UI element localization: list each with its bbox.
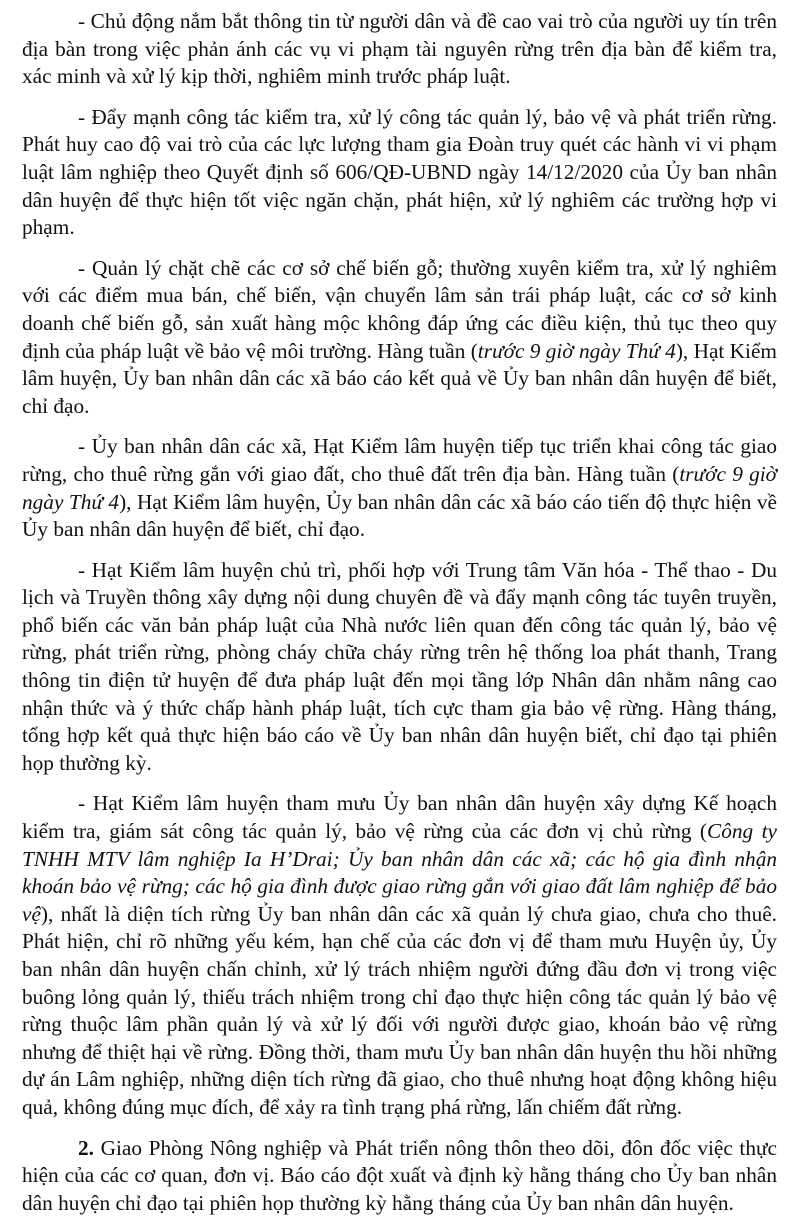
numbered-paragraph — [22, 1135, 777, 1217]
paragraph — [22, 557, 777, 778]
paragraph-text: - Ủy ban nhân dân các xã, Hạt Kiểm lâm huyện tiếp tục triển khai công tác giao rừng, cho thuê rừng gắn với giao đất, cho thuê đất trên địa bàn. Hàng tuần ( — [22, 434, 777, 486]
paragraph-text: - Hạt Kiểm lâm huyện chủ trì, phối hợp với Trung tâm Văn hóa - Thể thao - Du lịch và Truyền thông xây dựng nội dung chuyên đề và đẩy mạnh công tác tuyên truyền, phổ biến các văn bản pháp luật của Nhà nước liên quan đến công tác quản lý, bảo vệ rừng, phát triển rừng, phòng cháy chữa cháy rừng trên hệ thống loa phát thanh, Trang thông tin điện tử huyện để đưa pháp luật đến mọi tầng lớp Nhân dân nhằm nâng cao nhận thức và ý thức chấp hành pháp luật, tích cực tham gia bảo vệ rừng. Hàng tháng, tổng hợp kết quả thực hiện báo cáo về Ủy ban nhân dân huyện biết, chỉ đạo tại phiên họp thường kỳ. — [22, 557, 777, 775]
paragraph-text: ), Hạt Kiểm lâm huyện, Ủy ban nhân dân các xã báo cáo kết quả về Ủy ban nhân dân huyện để biết, chỉ đạo. — [22, 338, 777, 418]
paragraph-text: - Chủ động nắm bắt thông tin từ người dân và đề cao vai trò của người uy tín trên địa bàn trong việc phản ánh các vụ vi phạm tài nguyên rừng trên địa bàn để kiểm tra, xác minh và xử lý kịp thời, nghiêm minh trước pháp luật. — [22, 9, 777, 89]
paragraph-italic-text: trước 9 giờ ngày Thứ 4 — [22, 461, 777, 514]
paragraph — [22, 790, 777, 1121]
paragraph — [22, 255, 777, 421]
paragraph-text: ), Hạt Kiểm lâm huyện, Ủy ban nhân dân các xã báo cáo tiến độ thực hiện về Ủy ban nhân dân huyện để biết, chỉ đạo. — [22, 489, 778, 542]
paragraph — [22, 8, 777, 91]
paragraph-text: - Quản lý chặt chẽ các cơ sở chế biến gỗ; thường xuyên kiểm tra, xử lý nghiêm với các điểm mua bán, chế biến, vận chuyển lâm sản trái pháp luật, các cơ sở kinh doanh chế biến gỗ, sản xuất hàng mộc không đáp ứng các điều kiện, thủ tục theo quy định của pháp luật về bảo vệ môi trường. Hàng tuần ( — [22, 255, 777, 363]
paragraph-text: Giao Phòng Nông nghiệp và Phát triển nông thôn theo dõi, đôn đốc việc thực hiện của các cơ quan, đơn vị. Báo cáo đột xuất và định kỳ hằng tháng cho Ủy ban nhân dân huyện chỉ đạo tại phiên họp thường kỳ hằng tháng của Ủy ban nhân dân huyện. — [22, 1135, 777, 1215]
paragraph-italic-text: Công ty TNHH MTV lâm nghiệp Ia H’Drai; Ủy ban nhân dân các xã; các hộ gia đình nhận khoán bảo vệ rừng; các hộ gia đình được giao rừng gắn với giao đất lâm nghiệp để bảo vệ — [22, 819, 777, 926]
paragraph-text: - Hạt Kiểm lâm huyện tham mưu Ủy ban nhân dân huyện xây dựng Kế hoạch kiểm tra, giám sát công tác quản lý, bảo vệ rừng của các đơn vị chủ rừng ( — [22, 791, 777, 844]
paragraph — [22, 433, 777, 543]
section-number: 2. — [78, 1135, 94, 1160]
paragraph-text: - Đẩy mạnh công tác kiểm tra, xử lý công tác quản lý, bảo vệ và phát triển rừng. Phát huy cao độ vai trò của các lực lượng tham gia Đoàn truy quét các hành vi vi phạm luật lâm nghiệp theo Quyết định số 606/QĐ-UBND ngày 14/12/2020 của Ủy ban nhân dân huyện để thực hiện tốt việc ngăn chặn, phát hiện, xử lý nghiêm các trường hợp vi phạm. — [22, 104, 777, 240]
paragraph-text: ), nhất là diện tích rừng Ủy ban nhân dân các xã quản lý chưa giao, chưa cho thuê. Phát hiện, chỉ rõ những yếu kém, hạn chế của các đơn vị để tham mưu Huyện ủy, Ủy ban nhân dân huyện chấn chỉnh, xử lý trách nhiệm người đứng đầu đơn vị trong việc buông lỏng quản lý, thiếu trách nhiệm trong chỉ đạo thực hiện công tác quản lý bảo vệ rừng thuộc lâm phần quản lý và xử lý đối với người được giao, khoán bảo vệ rừng nhưng để thiệt hại về rừng. Đồng thời, tham mưu Ủy ban nhân dân huyện thu hồi những dự án Lâm nghiệp, những diện tích rừng đã giao, cho thuê nhưng hoạt động không hiệu quả, không đúng mục đích, để xảy ra tình trạng phá rừng, lấn chiếm đất rừng. — [22, 901, 777, 1119]
paragraph-italic-text: trước 9 giờ ngày Thứ 4 — [477, 338, 676, 363]
paragraph — [22, 104, 777, 242]
